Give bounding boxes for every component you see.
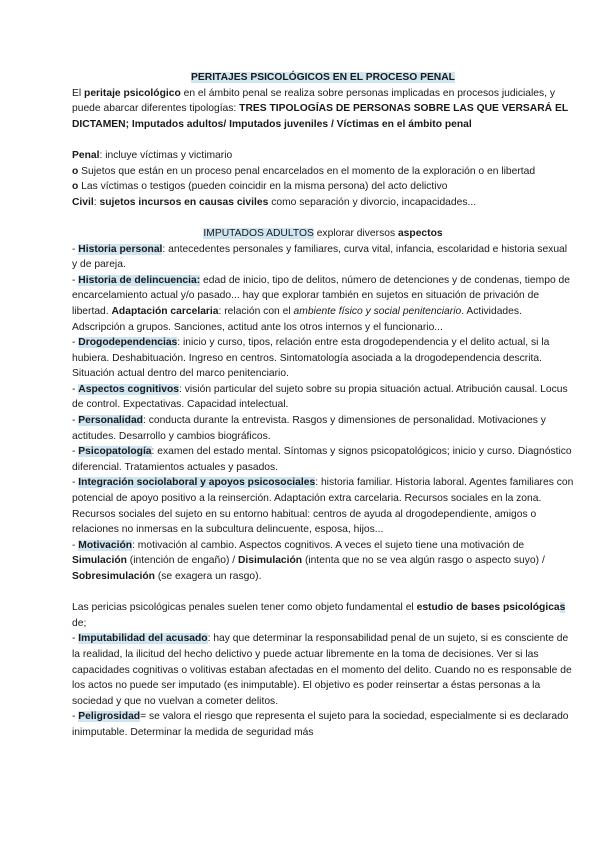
item-label: Aspectos cognitivos xyxy=(78,383,179,395)
bullet-o: o xyxy=(72,181,79,193)
intro-paragraph xyxy=(72,86,574,133)
item-text: : inicio y curso, tipos, relación entre esta drogodependencia y el delito actual, si la hubiera. Deshabituación. Ingreso en centros. Sintomatología asociada a la drogodependencia descrita. Situación actual dentro del marco penitenciario. xyxy=(72,337,550,380)
spacer xyxy=(72,585,574,601)
list-item-historia-personal xyxy=(72,242,574,273)
item-label: Peligrosidad xyxy=(78,711,141,723)
item-text: edad de inicio, tipo de delitos, número de detenciones y de condenas, tiempo de encarcelamiento actual y/o pasado... hay que explorar también en sujetos en situación de privación de libertad. xyxy=(72,274,570,317)
item-bold: Adaptación carcelaria xyxy=(111,305,219,317)
penal-item-2 xyxy=(72,179,574,195)
dash: - xyxy=(72,446,79,458)
list-item-aspectos-cognitivos xyxy=(72,382,574,413)
item-text: : motivación al cambio. Aspectos cognitivos. A veces el sujeto tiene una motivación de xyxy=(132,539,525,551)
item-text: : visión particular del sujeto sobre su propia situación actual. Atribución causal. Locus de control. Expectativas. Capacidad intelectual. xyxy=(72,383,568,411)
item-text: : relación con el xyxy=(218,305,294,317)
section-heading-imputados xyxy=(72,226,574,242)
dash: - xyxy=(72,711,79,723)
dash: - xyxy=(72,274,79,286)
bases-text-end: de; xyxy=(72,617,87,629)
dash: - xyxy=(72,477,79,489)
civil-line xyxy=(72,195,574,211)
list-item-motivacion xyxy=(72,538,574,585)
item-text: (se exagera un rasgo). xyxy=(154,571,262,582)
bases-text: Las pericias psicológicas penales suelen tener como objeto fundamental el xyxy=(72,602,417,614)
page-title xyxy=(72,70,574,86)
dash: - xyxy=(72,415,79,427)
item-text: (intenta que no se vea algún rasgo o aspecto suyo) / xyxy=(302,555,545,567)
list-item-historia-delincuencia xyxy=(72,273,574,335)
item-label: Drogodependencias xyxy=(78,337,178,349)
bases-bold-end: s xyxy=(559,602,566,614)
dash: - xyxy=(72,383,79,395)
penal-text: : incluye víctimas y victimario xyxy=(99,149,233,161)
item-text: : historia familiar. Historia laboral. Agentes familiares con potencial de apoyo positivo a la reinserción. Adaptación extra carcelaria. Recursos sociales en la zona. Recursos sociales del sujeto en su entorno habitual: centros de ayuda al drogodependiente, amigos o relaciones no inmersas en la subcultura delincuente, esposa, hijos... xyxy=(72,477,574,536)
dash: - xyxy=(72,539,79,551)
item-bold: Disimulación xyxy=(238,555,303,567)
item-text: : hay que determinar la responsabilidad penal de un sujeto, si es consciente de la realidad, la ilicitud del hecho delictivo y puede actuar libremente en la toma de decisiones. Ver si las capacidades cognitivas o volitivas estaban afectadas en el momento del delito. Cuando no es responsable de los actos no puede ser imputado (es inimputable). El objetivo es poder reinsertar a éstas personas a la sociedad y que no vuelvan a cometer delitos. xyxy=(72,633,572,707)
spacer xyxy=(72,132,574,148)
item-text: : antecedentes personales y familiares, curva vital, infancia, escolaridad e historia sexual y de pareja. xyxy=(72,243,568,271)
section-heading-text: IMPUTADOS ADULTOS xyxy=(203,227,314,239)
item-text: : examen del estado mental. Síntomas y signos psicopatológicos; inicio y curso. Diagnóstico diferencial. Tratamientos actuales y pasados. xyxy=(72,446,572,473)
title-text: PERITAJES PSICOLÓGICOS EN EL PROCESO PENAL xyxy=(191,72,455,83)
penal-item-1 xyxy=(72,164,574,180)
dash: - xyxy=(72,337,79,349)
intro-text-2: en el ámbito penal se realiza sobre personas implicadas en procesos judiciales, y puede abarcar diferentes tipologías: xyxy=(72,87,556,115)
spacer xyxy=(72,210,574,226)
item-text: = se valora el riesgo que representa el sujeto para la sociedad, especialmente si es declarado inimputable. Determinar la medida de seguridad más xyxy=(72,711,569,738)
item-label: Historia de delincuencia: xyxy=(78,274,201,286)
bullet-o: o xyxy=(72,165,79,177)
list-item-personalidad xyxy=(72,413,574,444)
civil-text: como separación y divorcio, incapacidades... xyxy=(268,196,477,208)
intro-bold-2: TRES TIPOLOGÍAS DE PERSONAS SOBRE LAS QUE VERSARÁ EL DICTAMEN; Imputados adultos/ Imputados juveniles / Víctimas en el ámbito penal xyxy=(72,103,568,130)
item-bold: Sobresimulación xyxy=(72,571,155,582)
item-text: : conducta durante la entrevista. Rasgos y dimensiones de personalidad. Motivaciones y actitudes. Desarrollo y cambios biográficos. xyxy=(72,415,546,442)
item-label: Personalidad xyxy=(78,415,143,427)
intro-bold-1: peritaje psicológico xyxy=(84,87,181,99)
item-label: Imputabilidad del acusado xyxy=(78,633,208,645)
list-item-psicopatologia xyxy=(72,444,574,475)
section-heading-bold: aspectos xyxy=(397,227,443,239)
civil-colon: : xyxy=(93,196,100,208)
item-text: . Actividades. Adscripción a grupos. Sanciones, actitud ante los otros internos y el funcionario... xyxy=(72,305,522,333)
list-item-drogodependencias xyxy=(72,335,574,382)
item-label: Psicopatología xyxy=(78,446,152,458)
dash: - xyxy=(72,243,79,255)
penal-label: Penal xyxy=(72,149,100,161)
item-text: (intención de engaño) / xyxy=(126,555,238,567)
dash: - xyxy=(72,633,79,645)
item-italic: ambiente físico y social penitenciario xyxy=(293,305,462,317)
list-item-peligrosidad xyxy=(72,709,574,740)
section-heading-tail: explorar diversos xyxy=(313,227,398,239)
item-label: Motivación xyxy=(78,539,133,551)
penal-item-1-text: Sujetos que están en un proceso penal encarcelados en el momento de la exploración o en libertad xyxy=(78,165,536,177)
bases-paragraph xyxy=(72,600,574,631)
list-item-imputabilidad xyxy=(72,631,574,709)
item-label: Integración sociolaboral y apoyos psicosociales xyxy=(78,477,316,489)
penal-item-2-text: Las víctimas o testigos (pueden coincidir en la misma persona) del acto delictivo xyxy=(78,181,448,193)
item-label: Historia personal xyxy=(78,243,163,255)
bases-bold: estudio de bases psicológica xyxy=(416,602,560,614)
intro-text-1: El xyxy=(72,87,85,99)
list-item-integracion xyxy=(72,475,574,537)
penal-line xyxy=(72,148,574,164)
civil-label: Civil xyxy=(72,196,94,208)
item-bold: Simulación xyxy=(72,555,127,567)
civil-bold: sujetos incursos en causas civiles xyxy=(99,196,269,208)
